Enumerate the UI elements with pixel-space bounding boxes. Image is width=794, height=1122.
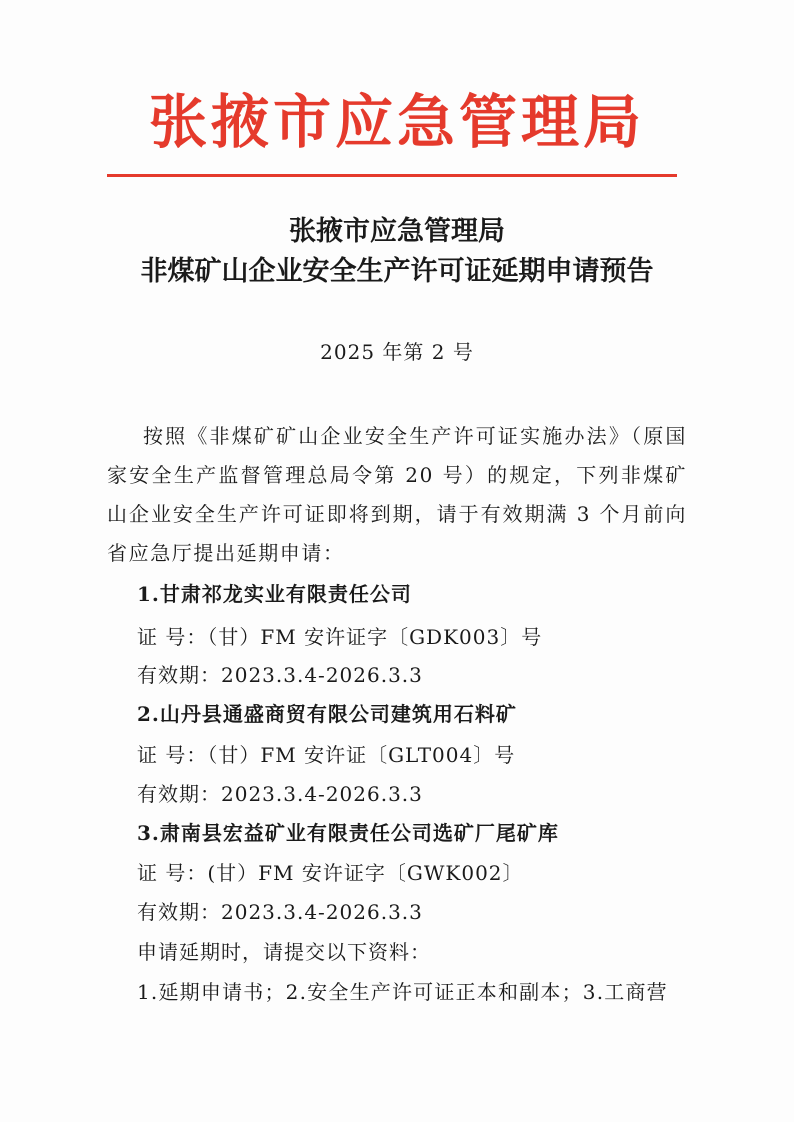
materials-line: 1.延期申请书；2.安全生产许可证正本和副本；3.工商营 (137, 980, 668, 1004)
company-2-name: 2.山丹县通盛商贸有限公司建筑用石料矿 (137, 702, 517, 726)
company-2-license: 证 号：（甘）FM 安许证〔GLT004〕号 (137, 743, 516, 767)
letterhead-title: 张掖市应急管理局 (148, 88, 645, 156)
company-1-validity: 有效期：2023.3.4-2026.3.3 (137, 663, 423, 687)
document-title-line-2: 非煤矿山企业安全生产许可证延期申请预告 (140, 256, 654, 287)
document-number: 2025 年第 2 号 (320, 340, 474, 364)
letterhead-red-rule (107, 174, 677, 177)
company-3-license: 证 号：(甘）FM 安许证字〔GWK002〕 (137, 861, 524, 885)
submit-note: 申请延期时，请提交以下资料： (137, 940, 431, 964)
company-2-validity: 有效期：2023.3.4-2026.3.3 (137, 782, 423, 806)
company-3-name: 3.肃南县宏益矿业有限责任公司选矿厂尾矿库 (137, 821, 559, 845)
company-1-license: 证 号：（甘）FM 安许证字〔GDK003〕号 (137, 625, 543, 649)
company-1-name: 1.甘肃祁龙实业有限责任公司 (137, 582, 412, 606)
intro-paragraph: 按照《非煤矿矿山企业安全生产许可证实施办法》（原国家安全生产监督管理总局令第 20 号）的规定，下列非煤矿山企业安全生产许可证即将到期，请于有效期满 3 个月前向省应急厅提出延期申请： (107, 424, 687, 565)
document-title-line-1: 张掖市应急管理局 (289, 216, 505, 247)
company-3-validity: 有效期：2023.3.4-2026.3.3 (137, 900, 423, 924)
